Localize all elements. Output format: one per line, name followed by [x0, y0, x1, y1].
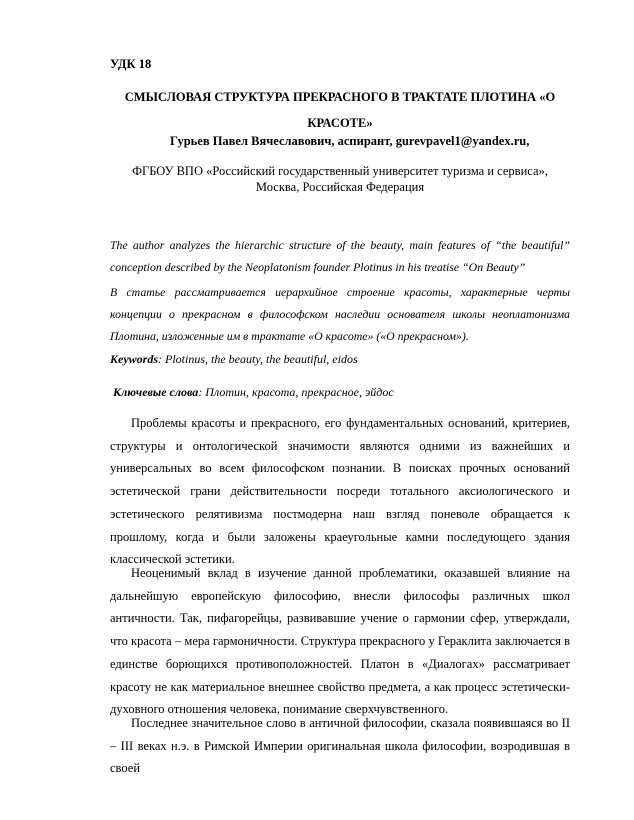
author-line: Гурьев Павел Вячеславович, аспирант, gurevpavel1@yandex.ru,	[170, 134, 530, 148]
keywords-english-text: : Plotinus, the beauty, the beautiful, eidos	[158, 352, 358, 366]
body-paragraph-1: Проблемы красоты и прекрасного, его фундаментальных оснований, критериев, структуры и онтологической значимости являются одними из важнейших и универсальных во всем философском познании. В поисках прочных оснований эстетической грани действительности посреди тотального аксиологического и эстетического релятивизма постмодерна наш взгляд поневоле обращается к прошлому, когда и были заложены краеугольные камни последующего здания классической эстетики.	[110, 416, 570, 567]
keywords-english	[110, 352, 358, 367]
keywords-english-label: Keywords	[110, 352, 158, 366]
abstract-russian: В статье рассматривается иерархийное строение красоты, характерные черты концепции о прекрасном в философском наследии основателя школы неоплатонизма Плотина, изложенные им в трактате «О красоте» («О прекрасном»).	[110, 285, 570, 343]
affiliation: ФГБОУ ВПО «Российский государственный университет туризма и сервиса», Москва, Российская Федерация	[132, 164, 548, 194]
udk-code: УДК 18	[110, 57, 152, 71]
keywords-russian-text: : Плотин, красота, прекрасное, эйдос	[198, 385, 394, 399]
abstract-english: The author analyzes the hierarchic structure of the beauty, main features of “the beautiful” conception described by the Neoplatonism founder Plotinus in his treatise “On Beauty”	[110, 238, 570, 274]
keywords-russian-label: Ключевые слова	[113, 385, 199, 399]
body-paragraph-2: Неоценимый вклад в изучение данной проблематики, оказавшей влияние на дальнейшую европейскую философию, внесли философы различных школ античности. Так, пифагорейцы, развивавшие учение о гармонии сфер, утверждали, что красота – мера гармоничности. Структура прекрасного у Гераклита заключается в единстве борющихся противоположностей. Платон в «Диалогах» рассматривает красоту не как материальное внешнее свойство предмета, а как процесс эстетически-духовного отношения человека, понимание сверхчувственного.	[110, 566, 570, 717]
article-title: СМЫСЛОВАЯ СТРУКТУРА ПРЕКРАСНОГО В ТРАКТАТЕ ПЛОТИНА «О КРАСОТЕ»	[124, 90, 556, 130]
body-paragraph-3: Последнее значительное слово в античной философии, сказала появившаяся во II – III веках н.э. в Римской Империи оригинальная школа философии, возродившая в своей	[110, 716, 570, 776]
keywords-russian	[113, 385, 394, 400]
